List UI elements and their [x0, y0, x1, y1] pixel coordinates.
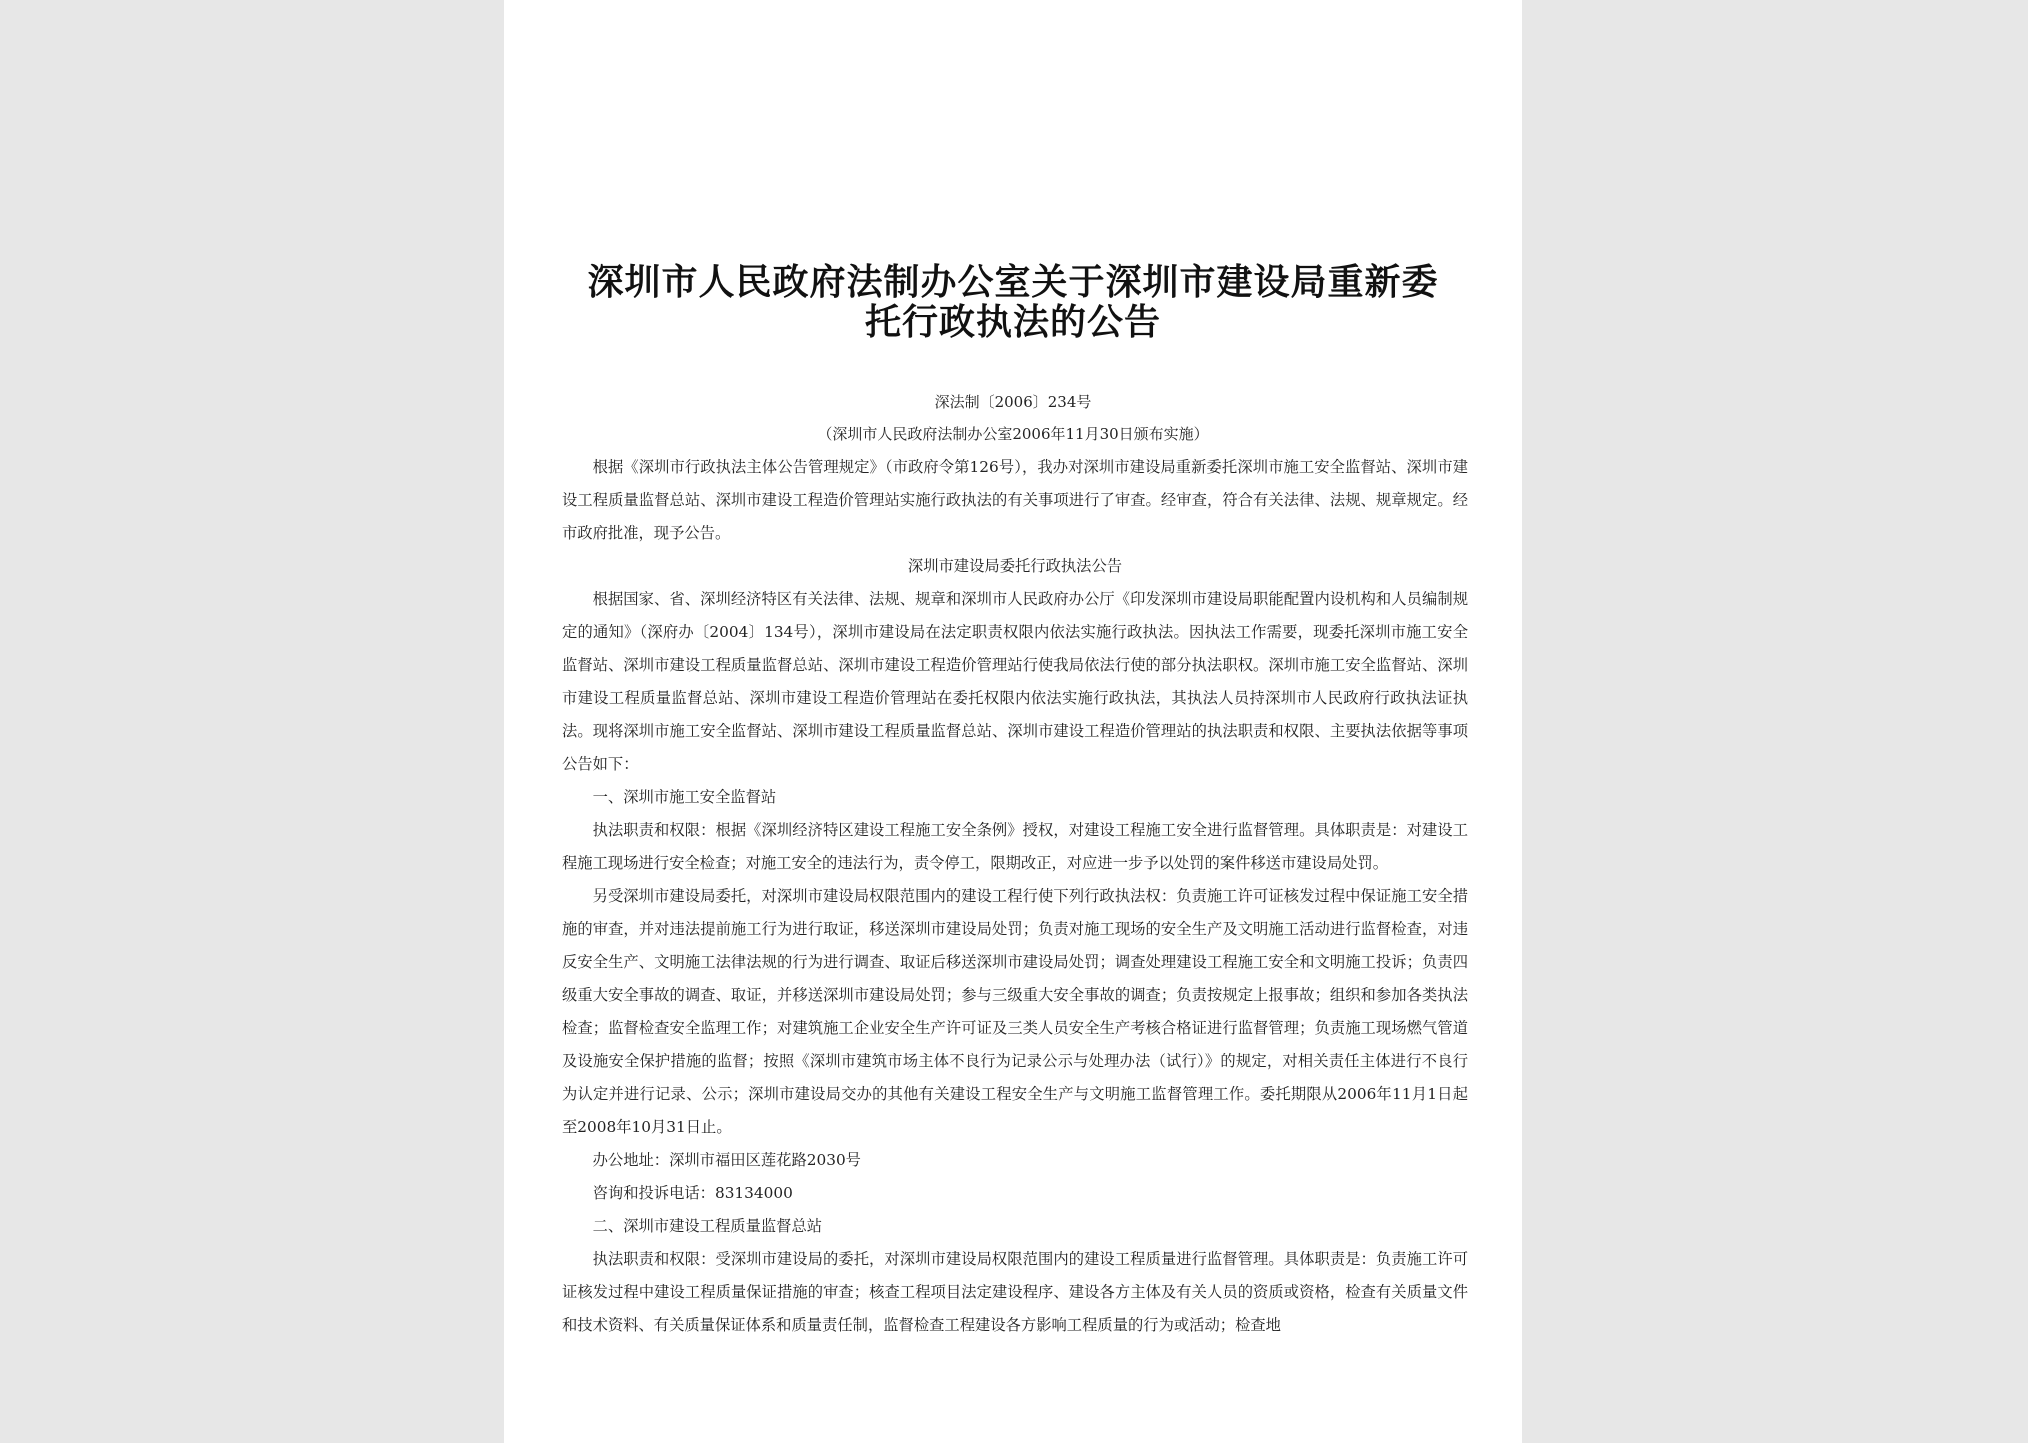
document-title: 深圳市人民政府法制办公室关于深圳市建设局重新委托行政执法的公告 [587, 261, 1439, 343]
document-page [504, 0, 1522, 1443]
body-paragraph: 根据国家、省、深圳经济特区有关法律、法规、规章和深圳市人民政府办公厅《印发深圳市建设局职能配置内设机构和人员编制规定的通知》（深府办〔2004〕134号），深圳市建设局在法定职责权限内依法实施行政执法。因执法工作需要，现委托深圳市施工安全监督站、深圳市建设工程质量监督总站、深圳市建设工程造价管理站行使我局依法行使的部分执法职权。深圳市施工安全监督站、深圳市建设工程质量监督总站、深圳市建设工程造价管理站在委托权限内依法实施行政执法，其执法人员持深圳市人民政府行政执法证执法。现将深圳市施工安全监督站、深圳市建设工程质量监督总站、深圳市建设工程造价管理站的执法职责和权限、主要执法依据等事项公告如下： [562, 590, 1468, 773]
body-paragraph: 执法职责和权限：受深圳市建设局的委托，对深圳市建设局权限范围内的建设工程质量进行监督管理。具体职责是：负责施工许可证核发过程中建设工程质量保证措施的审查；核查工程项目法定建设程序、建设各方主体及有关人员的资质或资格，检查有关质量文件和技术资料、有关质量保证体系和质量责任制，监督检查工程建设各方影响工程质量的行为或活动；检查地 [562, 1250, 1468, 1334]
body-paragraph: 执法职责和权限：根据《深圳经济特区建设工程施工安全条例》授权，对建设工程施工安全进行监督管理。具体职责是：对建设工程施工现场进行安全检查；对施工安全的违法行为，责令停工，限期改正，对应进一步予以处罚的案件移送市建设局处罚。 [562, 821, 1468, 872]
contact-phone: 咨询和投诉电话：83134000 [592, 1184, 793, 1202]
document-number: 深法制〔2006〕234号 [934, 393, 1092, 411]
body-paragraph: 另受深圳市建设局委托，对深圳市建设局权限范围内的建设工程行使下列行政执法权：负责施工许可证核发过程中保证施工安全措施的审查，并对违法提前施工行为进行取证，移送深圳市建设局处罚；负责对施工现场的安全生产及文明施工活动进行监督检查，对违反安全生产、文明施工法律法规的行为进行调查、取证后移送深圳市建设局处罚；调查处理建设工程施工安全和文明施工投诉；负责四级重大安全事故的调查、取证，并移送深圳市建设局处罚；参与三级重大安全事故的调查；负责按规定上报事故；组织和参加各类执法检查；监督检查安全监理工作；对建筑施工企业安全生产许可证及三类人员安全生产考核合格证进行监督管理；负责施工现场燃气管道及设施安全保护措施的监督；按照《深圳市建筑市场主体不良行为记录公示与处理办法（试行）》的规定，对相关责任主体进行不良行为认定并进行记录、公示；深圳市建设局交办的其他有关建设工程安全生产与文明施工监督管理工作。委托期限从2006年11月1日起至2008年10月31日止。 [562, 887, 1468, 1136]
section-heading: 深圳市建设局委托行政执法公告 [907, 557, 1123, 575]
subsection-heading: 二、深圳市建设工程质量监督总站 [592, 1217, 823, 1235]
document-body [562, 451, 1468, 1342]
subsection-heading: 一、深圳市施工安全监督站 [592, 788, 777, 806]
office-address: 办公地址：深圳市福田区莲花路2030号 [592, 1151, 861, 1169]
intro-paragraph: 根据《深圳市行政执法主体公告管理规定》（市政府令第126号），我办对深圳市建设局重新委托深圳市施工安全监督站、深圳市建设工程质量监督总站、深圳市建设工程造价管理站实施行政执法的有关事项进行了审查。经审查，符合有关法律、法规、规章规定。经市政府批准，现予公告。 [562, 458, 1468, 542]
promulgation-note: （深圳市人民政府法制办公室2006年11月30日颁布实施） [817, 425, 1209, 443]
